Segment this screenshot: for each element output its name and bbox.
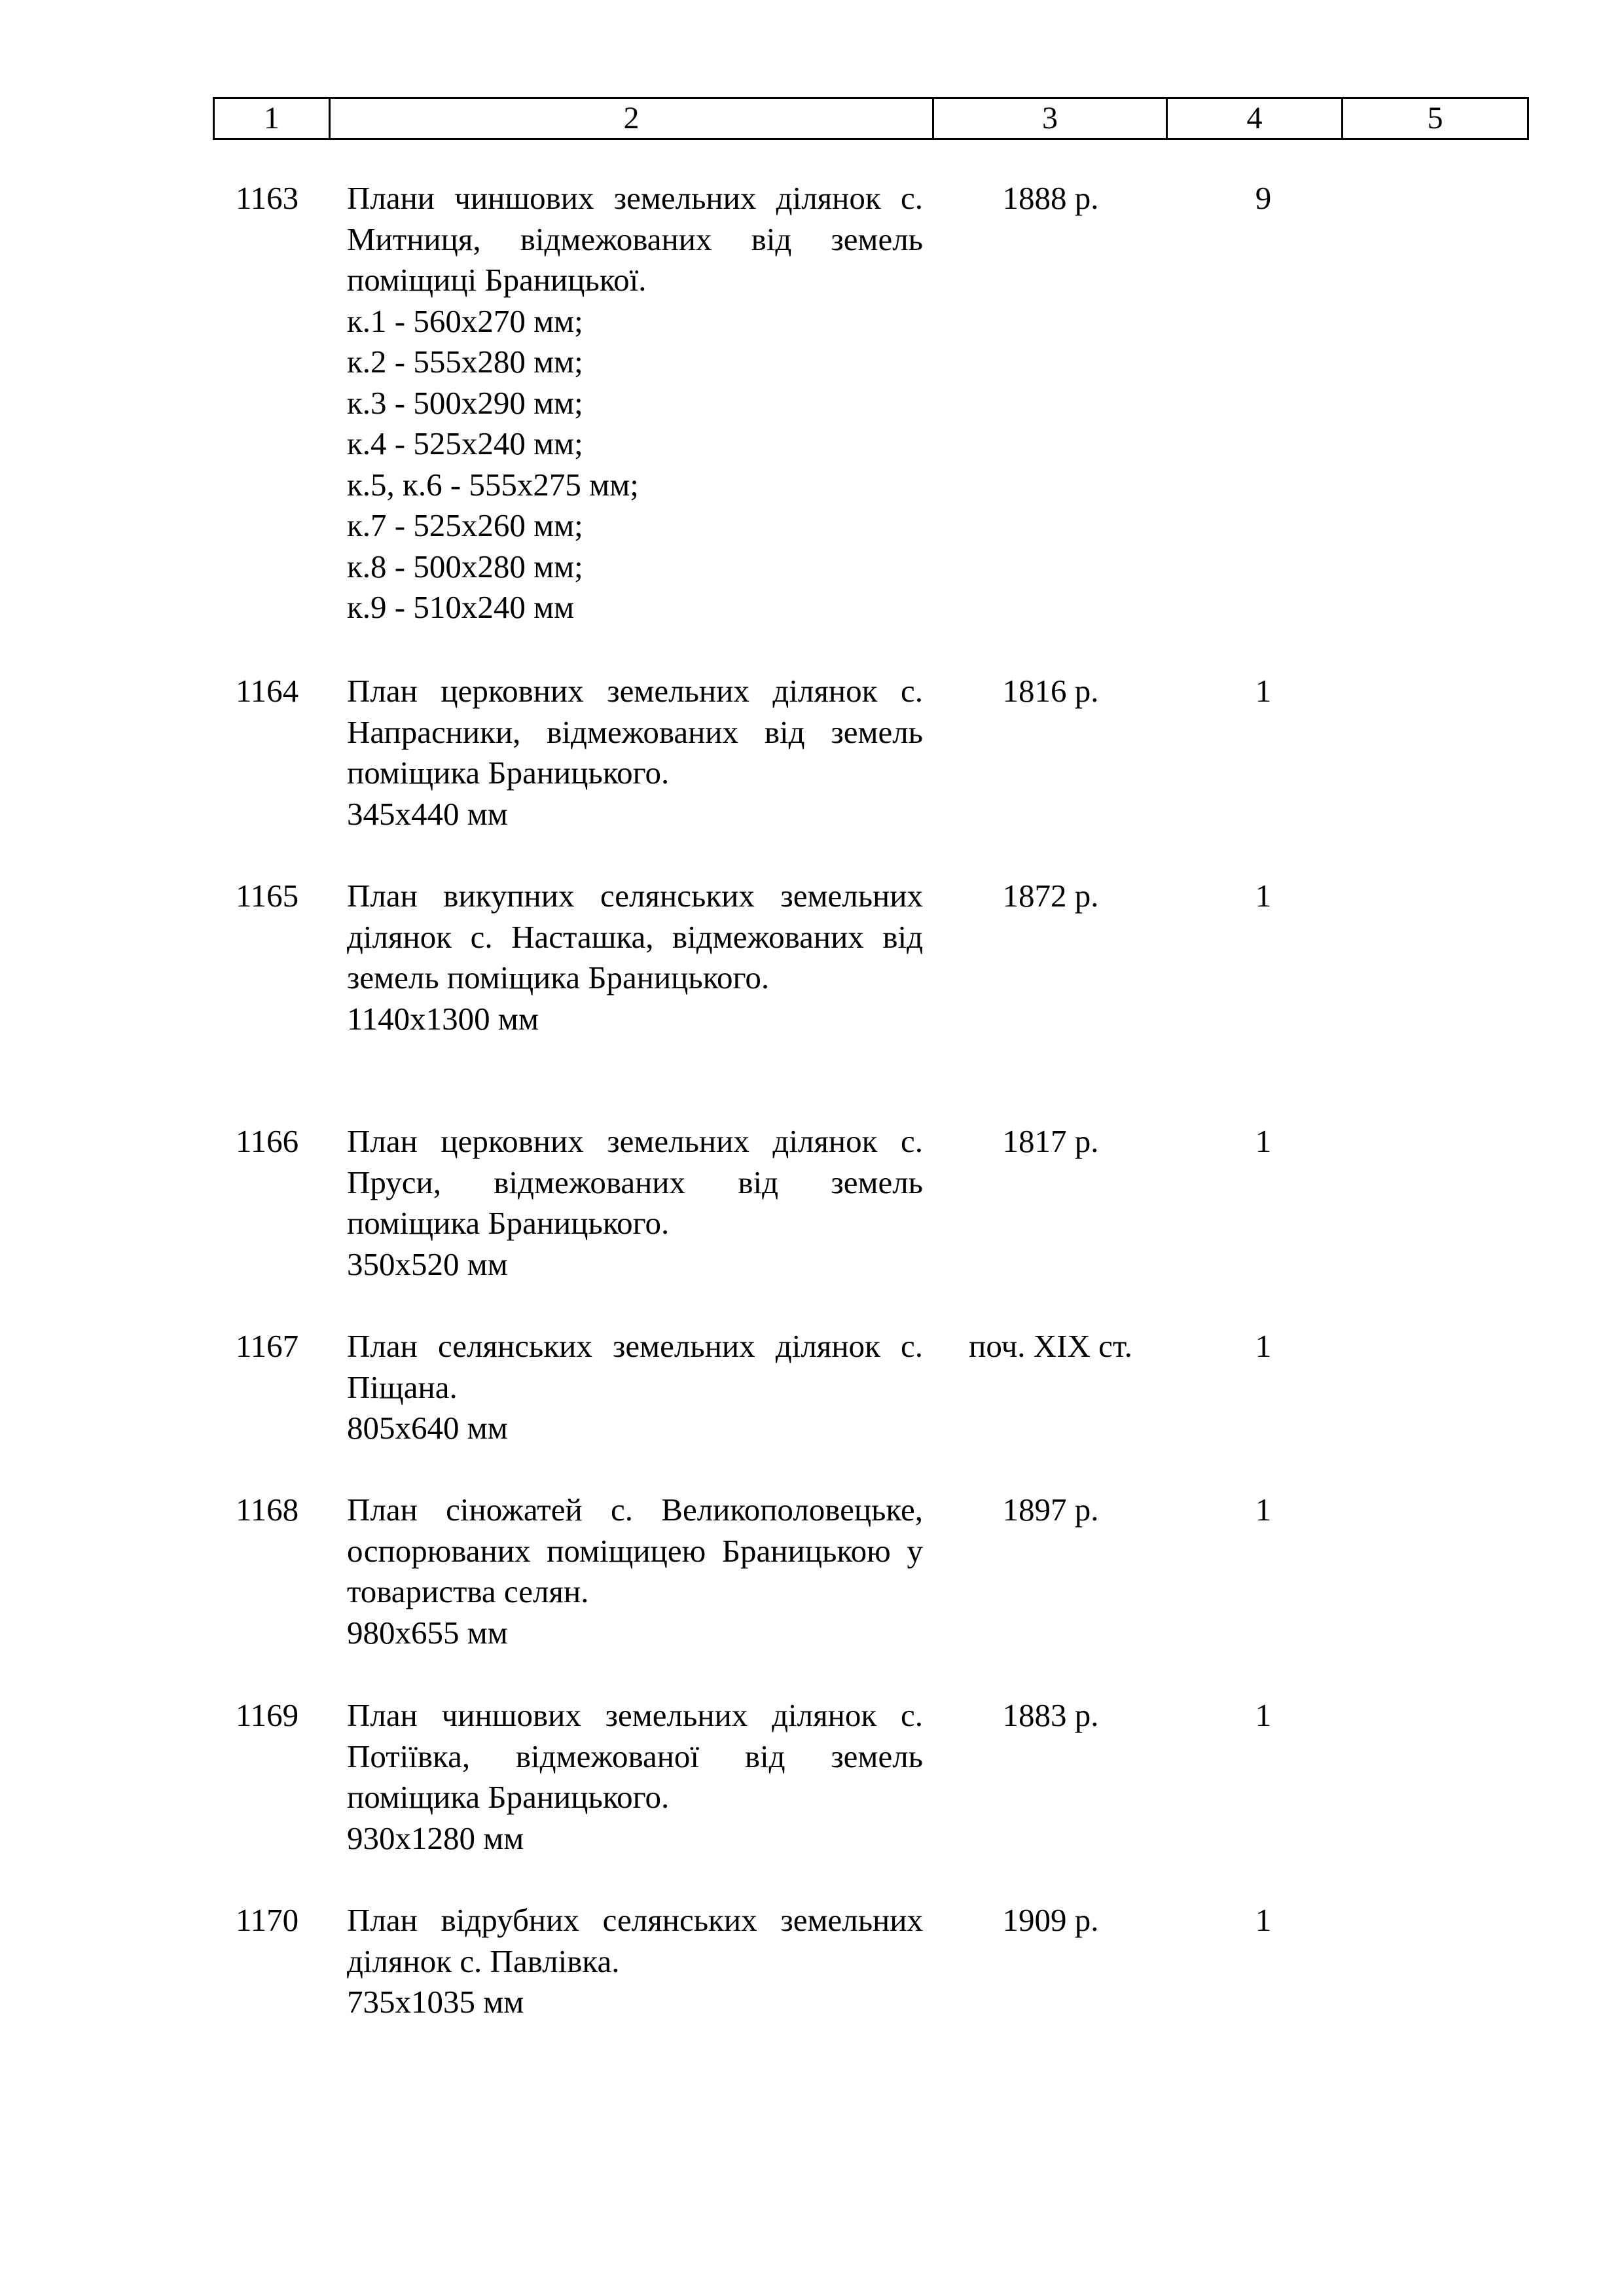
entry-number: 1170 [236,1902,299,1938]
entry-size: 345х440 мм [347,795,508,832]
entry-number: 1165 [236,878,299,914]
entry-number: 1169 [236,1697,299,1733]
entry-number: 1167 [236,1328,299,1364]
entry-size: 1140х1300 мм [347,1000,539,1037]
entry-size: к.3 - 500х290 мм; [347,384,583,421]
entry-date: поч. ХІХ ст. [969,1328,1132,1364]
entry-count: 1 [1255,878,1272,914]
entry-description [347,1326,923,1449]
entry-title: План відрубних селянських земельних ділянок с. Павлівка. [347,1902,923,1979]
entry-size: 735х1035 мм [347,1984,524,2020]
entry-title: План чиншових земельних ділянок с. Потіївка, відмежованої від земель поміщика Браницького. [347,1697,923,1815]
column-header-3: 3 [933,98,1167,139]
entry-date: 1816 р. [1002,673,1099,709]
entry-count: 1 [1255,1697,1272,1733]
column-header-table [213,97,1529,140]
entry-description [347,1121,923,1285]
entry-count: 1 [1255,1902,1272,1938]
entry-size: к.4 - 525х240 мм; [347,425,583,461]
entry-date: 1817 р. [1002,1123,1099,1159]
entry-size: к.8 - 500х280 мм; [347,548,583,584]
entry-title: Плани чиншових земельних ділянок с. Митниця, відмежованих від земель поміщиці Браницької. [347,180,923,298]
entry-description [347,1490,923,1653]
entry-number: 1166 [236,1123,299,1159]
column-header-4: 4 [1167,98,1343,139]
entry-title: План церковних земельних ділянок с. Напрасники, відмежованих від земель поміщика Браницького. [347,673,923,791]
entry-date: 1897 р. [1002,1492,1099,1528]
entry-count: 1 [1255,1328,1272,1364]
entry-size: к.1 - 560х270 мм; [347,302,583,339]
entry-size: 805х640 мм [347,1410,508,1446]
entry-number: 1168 [236,1492,299,1528]
entry-date: 1872 р. [1002,878,1099,914]
entry-number: 1164 [236,673,299,709]
entry-size: к.7 - 525х260 мм; [347,507,583,543]
entry-count: 1 [1255,673,1272,709]
entry-size: 930х1280 мм [347,1820,524,1856]
entry-description [347,178,923,628]
column-header-5: 5 [1343,98,1528,139]
entry-count: 1 [1255,1123,1272,1159]
entry-date: 1883 р. [1002,1697,1099,1733]
entry-title: План викупних селянських земельних ділянок с. Насташка, відмежованих від земель поміщика Браницького. [347,878,923,996]
entry-count: 1 [1255,1492,1272,1528]
entry-title: План селянських земельних ділянок с. Піщана. [347,1328,923,1405]
entry-number: 1163 [236,180,299,216]
entry-count: 9 [1255,180,1272,216]
column-header-row [214,98,1528,139]
column-header-2: 2 [330,98,933,139]
entry-description [347,1695,923,1859]
entry-title: План церковних земельних ділянок с. Пруси, відмежованих від земель поміщика Браницького. [347,1123,923,1241]
entry-size: 350х520 мм [347,1246,508,1282]
column-header-1: 1 [214,98,330,139]
entry-description [347,1900,923,2023]
entry-size: к.2 - 555х280 мм; [347,344,583,380]
entry-description [347,876,923,1039]
entry-description [347,671,923,834]
entry-title: План сіножатей с. Великополовецьке, оспорюваних поміщицею Браницькою у товариства селян. [347,1492,923,1609]
entry-size: 980х655 мм [347,1614,508,1651]
entry-date: 1888 р. [1002,180,1099,216]
entry-size: к.5, к.6 - 555х275 мм; [347,466,639,503]
entry-date: 1909 р. [1002,1902,1099,1938]
entry-size: к.9 - 510х240 мм [347,589,575,625]
